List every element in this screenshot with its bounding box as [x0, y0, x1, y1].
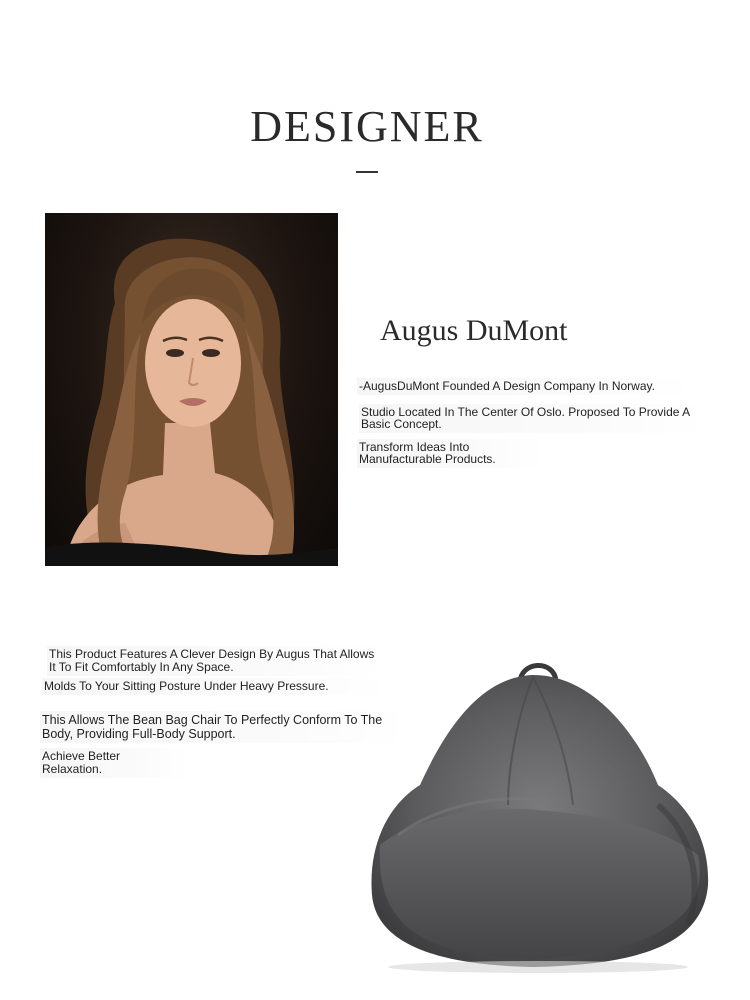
feature-text: This Allows The Bean Bag Chair To Perfectly Conform To The Body, Providing Full-Body Support.	[40, 711, 408, 743]
bean-bag-illustration	[358, 655, 718, 975]
portrait-illustration	[45, 213, 338, 566]
feature-text: Achieve Better Relaxation.	[40, 748, 188, 778]
designer-portrait	[45, 213, 338, 566]
page-title: DESIGNER	[250, 102, 484, 152]
bio-line: Studio Located In The Center Of Oslo. Proposed To Provide A Basic Concept.	[359, 404, 705, 433]
title-divider	[356, 171, 378, 173]
designer-name: Augus DuMont	[380, 314, 568, 347]
feature-text: Molds To Your Sitting Posture Under Heavy Pressure.	[42, 678, 390, 695]
feature-text: This Product Features A Clever Design By Augus That Allows It To Fit Comfortably In Any Space.	[47, 646, 385, 676]
bean-bag-image	[358, 655, 718, 975]
bio-line: -AugusDuMont Founded A Design Company In Norway.	[357, 378, 693, 395]
bio-line: Transform Ideas Into Manufacturable Products.	[357, 439, 543, 468]
